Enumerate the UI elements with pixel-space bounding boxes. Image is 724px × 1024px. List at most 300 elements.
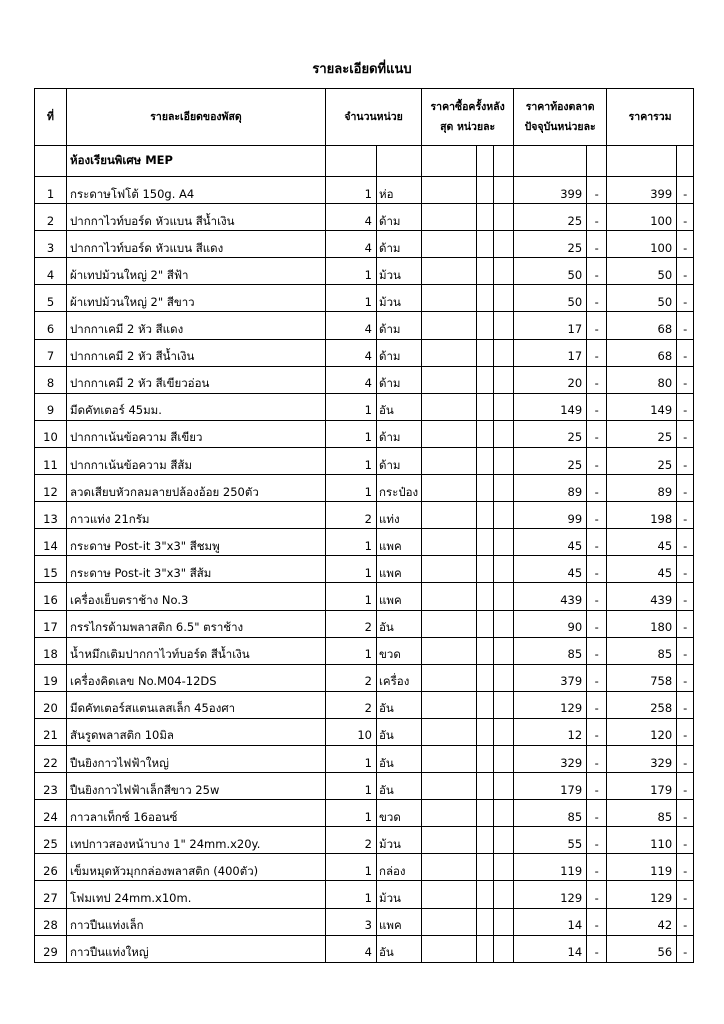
market-price: 14 — [514, 908, 587, 935]
table-row — [35, 773, 694, 800]
row-number: 17 — [35, 610, 67, 637]
last-price-decimal-cell — [494, 285, 514, 312]
item-description: ปืนยิงกาวไฟฟ้าใหญ่ — [67, 745, 326, 772]
item-quantity: 3 — [326, 908, 377, 935]
market-price: 17 — [514, 312, 587, 339]
total-price-decimal: - — [677, 637, 694, 664]
item-unit: แพค — [377, 529, 422, 556]
header-last-purchase-price: ราคาซื้อครั้งหลังสุด หน่วยละ — [422, 89, 514, 146]
header-row — [35, 89, 694, 146]
item-unit: แพค — [377, 908, 422, 935]
item-description: เข็มหมุดหัวมุกกล่องพลาสติก (400ตัว) — [67, 854, 326, 881]
last-price-cell — [422, 447, 477, 474]
total-price: 179 — [607, 773, 677, 800]
total-price-decimal: - — [677, 420, 694, 447]
table-row — [35, 420, 694, 447]
last-price-decimal-cell — [494, 258, 514, 285]
market-price-decimal: - — [587, 664, 607, 691]
last-price-subcell — [477, 610, 494, 637]
last-price-decimal-cell — [494, 935, 514, 962]
last-price-cell — [422, 718, 477, 745]
item-unit: ขวด — [377, 800, 422, 827]
table-row — [35, 366, 694, 393]
table-row — [35, 583, 694, 610]
last-price-decimal-cell — [494, 637, 514, 664]
total-price-decimal: - — [677, 908, 694, 935]
item-quantity: 2 — [326, 502, 377, 529]
item-quantity: 1 — [326, 285, 377, 312]
table-row — [35, 502, 694, 529]
row-number: 7 — [35, 339, 67, 366]
row-number: 15 — [35, 556, 67, 583]
total-price: 258 — [607, 691, 677, 718]
item-description: กาวแท่ง 21กรัม — [67, 502, 326, 529]
market-price-decimal: - — [587, 718, 607, 745]
item-quantity: 1 — [326, 447, 377, 474]
item-unit: ห่อ — [377, 177, 422, 204]
market-price-decimal: - — [587, 393, 607, 420]
table-row — [35, 312, 694, 339]
item-quantity: 1 — [326, 637, 377, 664]
last-price-decimal-cell — [494, 718, 514, 745]
last-price-decimal-cell — [494, 204, 514, 231]
last-price-subcell — [477, 502, 494, 529]
total-price-decimal: - — [677, 502, 694, 529]
item-quantity: 1 — [326, 420, 377, 447]
last-price-decimal-cell — [494, 366, 514, 393]
last-price-decimal-cell — [494, 312, 514, 339]
total-price-decimal: - — [677, 691, 694, 718]
last-price-cell — [422, 312, 477, 339]
table-row — [35, 637, 694, 664]
last-price-subcell — [477, 529, 494, 556]
last-price-subcell — [477, 935, 494, 962]
row-number: 5 — [35, 285, 67, 312]
last-price-subcell — [477, 231, 494, 258]
header-quantity-unit: จำนวนหน่วย — [326, 89, 422, 146]
item-unit: ด้าม — [377, 231, 422, 258]
last-price-decimal-cell — [494, 502, 514, 529]
header-description: รายละเอียดของพัสดุ — [67, 89, 326, 146]
market-price-decimal: - — [587, 854, 607, 881]
market-price: 439 — [514, 583, 587, 610]
item-unit: อัน — [377, 393, 422, 420]
item-description: มีดคัทเตอร์ 45มม. — [67, 393, 326, 420]
item-unit: อัน — [377, 745, 422, 772]
last-price-decimal-cell — [494, 908, 514, 935]
last-price-subcell — [477, 881, 494, 908]
total-price-decimal: - — [677, 529, 694, 556]
item-unit: แท่ง — [377, 502, 422, 529]
total-price: 42 — [607, 908, 677, 935]
total-price: 119 — [607, 854, 677, 881]
market-price-decimal: - — [587, 691, 607, 718]
total-price: 68 — [607, 312, 677, 339]
last-price-subcell — [477, 854, 494, 881]
last-price-subcell — [477, 420, 494, 447]
item-unit: ม้วน — [377, 258, 422, 285]
total-price-decimal: - — [677, 231, 694, 258]
last-price-decimal-cell — [494, 745, 514, 772]
total-price: 85 — [607, 800, 677, 827]
item-description: มีดคัทเตอร์สแตนเลสเล็ก 45องศา — [67, 691, 326, 718]
last-price-subcell — [477, 556, 494, 583]
market-price-decimal: - — [587, 502, 607, 529]
market-price: 85 — [514, 800, 587, 827]
market-price: 25 — [514, 420, 587, 447]
last-price-decimal-cell — [494, 393, 514, 420]
last-price-decimal-cell — [494, 881, 514, 908]
market-price: 149 — [514, 393, 587, 420]
market-price: 50 — [514, 258, 587, 285]
market-price-decimal: - — [587, 420, 607, 447]
market-price-decimal: - — [587, 177, 607, 204]
table-row — [35, 718, 694, 745]
total-price-decimal: - — [677, 935, 694, 962]
total-price: 120 — [607, 718, 677, 745]
last-price-subcell — [477, 447, 494, 474]
item-description: ปากกาเคมี 2 หัว สีเขียวอ่อน — [67, 366, 326, 393]
item-description: ปากกาเคมี 2 หัว สีน้ำเงิน — [67, 339, 326, 366]
table-row — [35, 745, 694, 772]
last-price-subcell — [477, 312, 494, 339]
row-number: 22 — [35, 745, 67, 772]
row-number: 2 — [35, 204, 67, 231]
table-row — [35, 664, 694, 691]
item-unit: ม้วน — [377, 827, 422, 854]
last-price-decimal-cell — [494, 339, 514, 366]
market-price: 89 — [514, 475, 587, 502]
total-price-decimal: - — [677, 664, 694, 691]
last-price-decimal-cell — [494, 827, 514, 854]
row-number: 18 — [35, 637, 67, 664]
item-quantity: 2 — [326, 691, 377, 718]
market-price: 45 — [514, 529, 587, 556]
item-description: กาวปืนแท่งเล็ก — [67, 908, 326, 935]
item-unit: แพค — [377, 583, 422, 610]
total-price-decimal: - — [677, 556, 694, 583]
total-price: 50 — [607, 258, 677, 285]
total-price-decimal: - — [677, 583, 694, 610]
item-unit: ด้าม — [377, 420, 422, 447]
row-number: 16 — [35, 583, 67, 610]
row-number: 4 — [35, 258, 67, 285]
total-price: 85 — [607, 637, 677, 664]
item-unit: อัน — [377, 718, 422, 745]
item-quantity: 4 — [326, 231, 377, 258]
market-price-decimal: - — [587, 204, 607, 231]
market-price-decimal: - — [587, 637, 607, 664]
table-row — [35, 475, 694, 502]
market-price: 20 — [514, 366, 587, 393]
item-description: น้ำหมึกเติมปากกาไวท์บอร์ด สีน้ำเงิน — [67, 637, 326, 664]
total-price-decimal: - — [677, 393, 694, 420]
last-price-subcell — [477, 745, 494, 772]
market-price: 55 — [514, 827, 587, 854]
item-quantity: 1 — [326, 854, 377, 881]
market-price-decimal: - — [587, 556, 607, 583]
item-description: กาวปืนแท่งใหญ่ — [67, 935, 326, 962]
row-number: 6 — [35, 312, 67, 339]
market-price-decimal: - — [587, 583, 607, 610]
last-price-decimal-cell — [494, 583, 514, 610]
total-price: 149 — [607, 393, 677, 420]
total-price-decimal: - — [677, 475, 694, 502]
items-table — [34, 88, 694, 963]
table-row — [35, 881, 694, 908]
last-price-subcell — [477, 204, 494, 231]
total-price-decimal: - — [677, 312, 694, 339]
last-price-cell — [422, 231, 477, 258]
item-unit: เครื่อง — [377, 664, 422, 691]
total-price-decimal: - — [677, 745, 694, 772]
table-row — [35, 908, 694, 935]
table-row — [35, 800, 694, 827]
item-quantity: 1 — [326, 800, 377, 827]
item-quantity: 1 — [326, 583, 377, 610]
last-price-subcell — [477, 637, 494, 664]
last-price-cell — [422, 773, 477, 800]
item-quantity: 1 — [326, 475, 377, 502]
item-unit: ขวด — [377, 637, 422, 664]
market-price-decimal: - — [587, 339, 607, 366]
table-row — [35, 393, 694, 420]
last-price-subcell — [477, 475, 494, 502]
row-number: 13 — [35, 502, 67, 529]
last-price-subcell — [477, 366, 494, 393]
item-description: ปากกาเน้นข้อความ สีเขียว — [67, 420, 326, 447]
last-price-cell — [422, 529, 477, 556]
total-price-decimal: - — [677, 854, 694, 881]
table-row — [35, 204, 694, 231]
item-unit: อัน — [377, 773, 422, 800]
item-quantity: 4 — [326, 312, 377, 339]
total-price-decimal: - — [677, 610, 694, 637]
last-price-decimal-cell — [494, 773, 514, 800]
last-price-cell — [422, 854, 477, 881]
last-price-subcell — [477, 664, 494, 691]
market-price-decimal: - — [587, 231, 607, 258]
item-description: ผ้าเทปม้วนใหญ่ 2" สีขาว — [67, 285, 326, 312]
market-price: 90 — [514, 610, 587, 637]
item-quantity: 2 — [326, 827, 377, 854]
section-label: ห้องเรียนพิเศษ MEP — [67, 146, 326, 177]
total-price: 100 — [607, 204, 677, 231]
market-price-decimal: - — [587, 935, 607, 962]
last-price-subcell — [477, 800, 494, 827]
total-price-decimal: - — [677, 177, 694, 204]
item-description: กระดาษโฟโต้ 150g. A4 — [67, 177, 326, 204]
total-price-decimal: - — [677, 339, 694, 366]
document-title: รายละเอียดที่แนบ — [312, 62, 412, 77]
item-quantity: 2 — [326, 610, 377, 637]
last-price-decimal-cell — [494, 691, 514, 718]
total-price: 45 — [607, 529, 677, 556]
item-unit: แพค — [377, 556, 422, 583]
market-price-decimal: - — [587, 745, 607, 772]
item-quantity: 1 — [326, 177, 377, 204]
market-price-decimal: - — [587, 447, 607, 474]
market-price-decimal: - — [587, 529, 607, 556]
item-unit: กล่อง — [377, 854, 422, 881]
last-price-decimal-cell — [494, 610, 514, 637]
table-row — [35, 258, 694, 285]
item-unit: กระป๋อง — [377, 475, 422, 502]
market-price: 12 — [514, 718, 587, 745]
item-description: กระดาษ Post-it 3"x3" สีชมพู — [67, 529, 326, 556]
market-price: 25 — [514, 447, 587, 474]
item-unit: อัน — [377, 610, 422, 637]
row-number: 26 — [35, 854, 67, 881]
item-unit: ม้วน — [377, 285, 422, 312]
total-price: 129 — [607, 881, 677, 908]
last-price-cell — [422, 610, 477, 637]
last-price-cell — [422, 800, 477, 827]
market-price-decimal: - — [587, 312, 607, 339]
item-description: ลวดเสียบหัวกลมลายปล้องอ้อย 250ตัว — [67, 475, 326, 502]
item-unit: ด้าม — [377, 204, 422, 231]
last-price-cell — [422, 935, 477, 962]
item-unit: อัน — [377, 935, 422, 962]
market-price: 99 — [514, 502, 587, 529]
last-price-decimal-cell — [494, 800, 514, 827]
last-price-cell — [422, 745, 477, 772]
row-number: 24 — [35, 800, 67, 827]
row-number: 12 — [35, 475, 67, 502]
item-quantity: 4 — [326, 935, 377, 962]
last-price-decimal-cell — [494, 556, 514, 583]
last-price-decimal-cell — [494, 231, 514, 258]
item-quantity: 1 — [326, 529, 377, 556]
row-number: 20 — [35, 691, 67, 718]
last-price-subcell — [477, 691, 494, 718]
last-price-decimal-cell — [494, 529, 514, 556]
market-price: 329 — [514, 745, 587, 772]
item-description: สันรูดพลาสติก 10มิล — [67, 718, 326, 745]
item-description: เครื่องคิดเลข No.M04-12DS — [67, 664, 326, 691]
last-price-cell — [422, 366, 477, 393]
item-quantity: 4 — [326, 204, 377, 231]
table-row — [35, 447, 694, 474]
last-price-cell — [422, 583, 477, 610]
item-description: ปากกาเคมี 2 หัว สีแดง — [67, 312, 326, 339]
item-quantity: 10 — [326, 718, 377, 745]
row-number: 29 — [35, 935, 67, 962]
table-row — [35, 556, 694, 583]
last-price-cell — [422, 556, 477, 583]
market-price: 14 — [514, 935, 587, 962]
market-price-decimal: - — [587, 827, 607, 854]
market-price: 119 — [514, 854, 587, 881]
item-unit: ด้าม — [377, 447, 422, 474]
header-total: ราคารวม — [607, 89, 694, 146]
last-price-decimal-cell — [494, 664, 514, 691]
total-price: 50 — [607, 285, 677, 312]
last-price-cell — [422, 637, 477, 664]
total-price: 80 — [607, 366, 677, 393]
last-price-decimal-cell — [494, 447, 514, 474]
market-price-decimal: - — [587, 475, 607, 502]
item-quantity: 1 — [326, 556, 377, 583]
item-quantity: 4 — [326, 339, 377, 366]
item-unit: ด้าม — [377, 366, 422, 393]
market-price-decimal: - — [587, 258, 607, 285]
market-price-decimal: - — [587, 908, 607, 935]
market-price: 25 — [514, 204, 587, 231]
row-number: 3 — [35, 231, 67, 258]
last-price-cell — [422, 204, 477, 231]
total-price: 399 — [607, 177, 677, 204]
table-row — [35, 529, 694, 556]
total-price-decimal: - — [677, 258, 694, 285]
last-price-decimal-cell — [494, 475, 514, 502]
item-description: กาวลาเท็กซ์ 16ออนซ์ — [67, 800, 326, 827]
item-quantity: 4 — [326, 366, 377, 393]
item-description: ปืนยิงกาวไฟฟ้าเล็กสีขาว 25w — [67, 773, 326, 800]
item-description: ปากกาไวท์บอร์ด หัวแบน สีแดง — [67, 231, 326, 258]
market-price: 25 — [514, 231, 587, 258]
last-price-subcell — [477, 718, 494, 745]
total-price-decimal: - — [677, 285, 694, 312]
total-price: 45 — [607, 556, 677, 583]
table-row — [35, 854, 694, 881]
market-price: 129 — [514, 881, 587, 908]
row-number: 14 — [35, 529, 67, 556]
row-number: 23 — [35, 773, 67, 800]
item-description: โฟมเทป 24mm.x10m. — [67, 881, 326, 908]
last-price-cell — [422, 691, 477, 718]
last-price-cell — [422, 881, 477, 908]
table-row — [35, 285, 694, 312]
last-price-subcell — [477, 827, 494, 854]
total-price: 329 — [607, 745, 677, 772]
row-number: 27 — [35, 881, 67, 908]
market-price-decimal: - — [587, 881, 607, 908]
item-description: ปากกาไวท์บอร์ด หัวแบน สีน้ำเงิน — [67, 204, 326, 231]
last-price-subcell — [477, 908, 494, 935]
table-row — [35, 827, 694, 854]
item-description: ผ้าเทปม้วนใหญ่ 2" สีฟ้า — [67, 258, 326, 285]
last-price-subcell — [477, 583, 494, 610]
row-number: 9 — [35, 393, 67, 420]
market-price-decimal: - — [587, 285, 607, 312]
last-price-cell — [422, 908, 477, 935]
last-price-subcell — [477, 285, 494, 312]
row-number: 21 — [35, 718, 67, 745]
last-price-cell — [422, 258, 477, 285]
last-price-subcell — [477, 177, 494, 204]
item-description: เครื่องเย็บตราช้าง No.3 — [67, 583, 326, 610]
last-price-cell — [422, 285, 477, 312]
item-quantity: 1 — [326, 258, 377, 285]
item-description: ปากกาเน้นข้อความ สีส้ม — [67, 447, 326, 474]
total-price-decimal: - — [677, 800, 694, 827]
last-price-cell — [422, 502, 477, 529]
total-price: 198 — [607, 502, 677, 529]
total-price: 68 — [607, 339, 677, 366]
total-price-decimal: - — [677, 204, 694, 231]
last-price-decimal-cell — [494, 420, 514, 447]
market-price: 85 — [514, 637, 587, 664]
total-price-decimal: - — [677, 447, 694, 474]
last-price-cell — [422, 177, 477, 204]
last-price-decimal-cell — [494, 854, 514, 881]
section-row — [35, 146, 694, 177]
row-number: 19 — [35, 664, 67, 691]
last-price-cell — [422, 475, 477, 502]
item-quantity: 1 — [326, 773, 377, 800]
row-number: 8 — [35, 366, 67, 393]
